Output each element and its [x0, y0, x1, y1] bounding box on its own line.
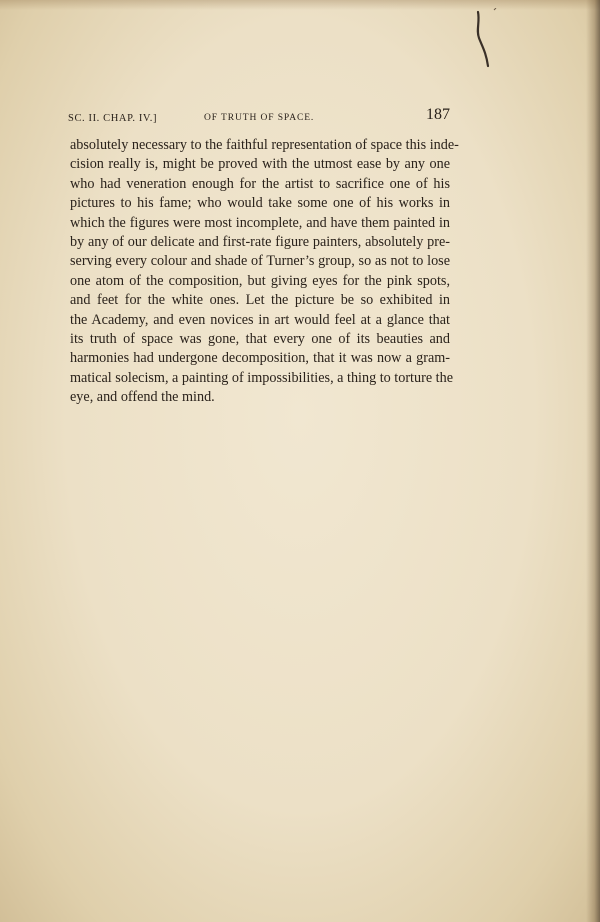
body-paragraph — [70, 136, 459, 408]
pencil-mark — [470, 8, 500, 70]
page-top-shadow — [0, 0, 600, 10]
text-line: serving every colour and shade of Turner’s group, so as not to lose — [70, 253, 450, 270]
text-line: its truth of space was gone, that every one of its beauties and — [70, 331, 450, 348]
page-edge-shadow — [586, 0, 600, 922]
text-line: who had veneration enough for the artist to sacrifice one of his — [70, 175, 450, 192]
text-line: harmonies had undergone decomposition, that it was now a gram- — [70, 350, 450, 367]
text-line: pictures to his fame; who would take some one of his works in — [70, 195, 450, 212]
text-line: absolutely necessary to the faithful representation of space this inde- — [70, 137, 459, 153]
running-head — [68, 106, 450, 132]
running-head-section: SC. II. CHAP. IV.] — [68, 113, 158, 124]
text-line: which the figures were most incomplete, and have them painted in — [70, 214, 450, 231]
text-line: one atom of the composition, but giving eyes for the pink spots, — [70, 272, 450, 289]
running-head-title: OF TRUTH OF SPACE. — [204, 113, 315, 123]
text-line: the Academy, and even novices in art would feel at a glance that — [70, 311, 450, 328]
text-line: eye, and offend the mind. — [70, 389, 215, 406]
text-line: matical solecism, a painting of impossibilities, a thing to torture the — [70, 369, 453, 386]
text-line: cision really is, might be proved with the utmost ease by any one — [70, 156, 450, 173]
page-number: 187 — [426, 106, 450, 123]
text-line: and feet for the white ones. Let the picture be so exhibited in — [70, 292, 450, 309]
text-line: by any of our delicate and first-rate figure painters, absolutely pre- — [70, 234, 450, 251]
